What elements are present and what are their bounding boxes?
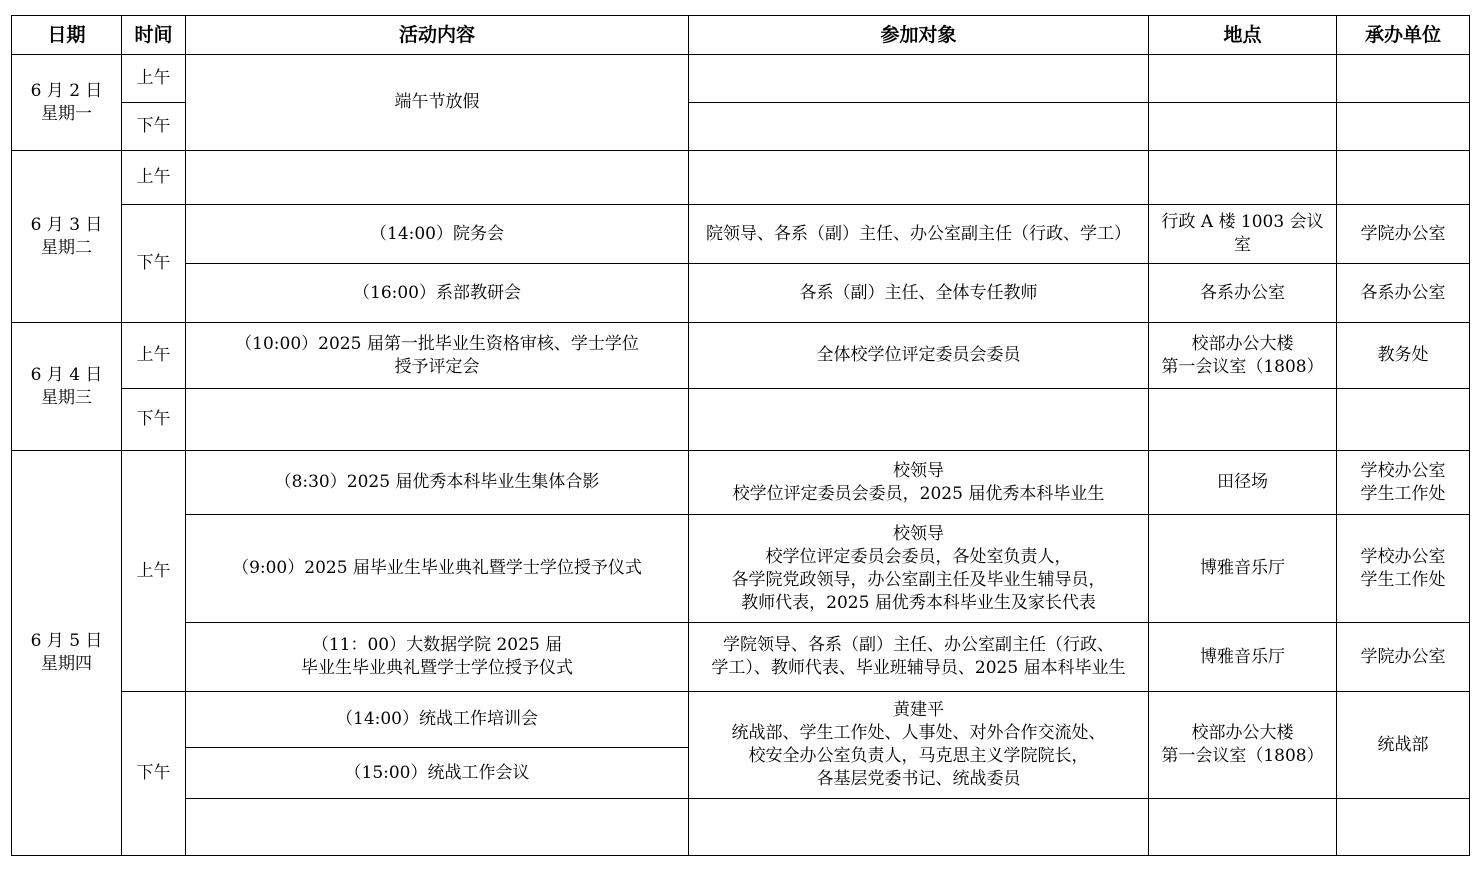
activity-line: 授予评定会 [394,356,480,377]
participants-line: 校学位评定委员会委员，2025 届优秀本科毕业生 [732,483,1105,504]
activity-line: （11：00）大数据学院 2025 届 [311,635,563,655]
organizer-cell [1337,799,1470,856]
participants-cell [689,103,1149,151]
organizer-line: 学生工作处 [1360,483,1446,504]
participants-cell: 全体校学位评定委员会委员 [689,323,1149,389]
location-cell [1149,389,1337,451]
weekday-label: 星期二 [41,237,92,258]
location-cell [1149,151,1337,205]
organizer-cell [1337,389,1470,451]
header-row [12,16,1470,55]
location-cell: 博雅音乐厅 [1149,515,1337,623]
schedule-table [11,15,1470,856]
activity-cell [186,799,689,856]
period-cell: 下午 [122,389,186,451]
date-cell [12,151,122,323]
participants-line: 学院领导、各系（副）主任、办公室副主任（行政、 [723,635,1114,655]
organizer-cell [1337,451,1470,515]
date-label: 6 月 3 日 [30,214,103,235]
header-participants: 参加对象 [689,16,1149,55]
organizer-cell [1337,103,1470,151]
organizer-cell [1337,515,1470,623]
participants-cell [689,55,1149,103]
organizer-cell [1337,151,1470,205]
table-row [12,264,1470,323]
activity-cell: （16:00）系部教研会 [186,264,689,323]
participants-line: 各基层党委书记、统战委员 [816,769,1021,789]
date-cell [12,323,122,451]
location-cell [1149,55,1337,103]
activity-cell: （8:30）2025 届优秀本科毕业生集体合影 [186,451,689,515]
weekday-label: 星期一 [41,103,92,124]
participants-cell [689,692,1149,799]
period-cell: 下午 [122,692,186,856]
activity-cell: 端午节放假 [186,55,689,151]
location-cell: 行政 A 楼 1003 会议室 [1149,205,1337,264]
participants-line: 学工）、教师代表、毕业班辅导员、2025 届本科毕业生 [711,658,1126,678]
date-label: 6 月 5 日 [30,631,103,651]
organizer-cell: 各系办公室 [1337,264,1470,323]
participants-line: 校领导 [893,523,944,544]
period-cell: 上午 [122,323,186,389]
location-line: 第一会议室（1808） [1161,746,1324,766]
participants-line: 校领导 [893,460,944,481]
table-row [12,515,1470,623]
organizer-line: 学生工作处 [1360,569,1446,590]
period-cell: 上午 [122,151,186,205]
table-row [12,451,1470,515]
table-row [12,692,1470,748]
header-organizer: 承办单位 [1337,16,1470,55]
location-cell: 各系办公室 [1149,264,1337,323]
date-cell [12,451,122,856]
location-cell [1149,103,1337,151]
activity-cell [186,151,689,205]
participants-cell [689,389,1149,451]
period-cell: 下午 [122,205,186,323]
location-cell: 田径场 [1149,451,1337,515]
participants-line: 校学位评定委员会委员，各处室负责人， [765,546,1072,567]
activity-line: 毕业生毕业典礼暨学士学位授予仪式 [301,658,573,678]
organizer-cell: 教务处 [1337,323,1470,389]
participants-line: 校安全办公室负责人，马克思主义学院院长， [748,746,1089,766]
header-time: 时间 [122,16,186,55]
header-activity: 活动内容 [186,16,689,55]
participants-cell [689,451,1149,515]
activity-cell [186,623,689,692]
table-row [12,323,1470,389]
activity-cell: （9:00）2025 届毕业生毕业典礼暨学士学位授予仪式 [186,515,689,623]
date-label: 6 月 4 日 [30,364,103,385]
table-row [12,205,1470,264]
header-date: 日期 [12,16,122,55]
table-row [12,151,1470,205]
participants-cell [689,623,1149,692]
location-line: 第一会议室（1808） [1161,356,1324,377]
header-location: 地点 [1149,16,1337,55]
organizer-cell [1337,55,1470,103]
table-row [12,389,1470,451]
participants-line: 各学院党政领导，办公室副主任及毕业生辅导员， [731,569,1106,590]
period-cell: 上午 [122,451,186,692]
participants-line: 教师代表，2025 届优秀本科毕业生及家长代表 [741,592,1096,613]
organizer-line: 学校办公室 [1360,546,1446,567]
weekday-label: 星期三 [41,387,92,408]
period-cell: 下午 [122,103,186,151]
activity-cell: （15:00）统战工作会议 [186,748,689,799]
period-cell: 上午 [122,55,186,103]
participants-cell: 各系（副）主任、全体专任教师 [689,264,1149,323]
activity-cell: （14:00）统战工作培训会 [186,692,689,748]
participants-cell [689,799,1149,856]
table-row [12,799,1470,856]
table-row [12,55,1470,103]
activity-cell: （14:00）院务会 [186,205,689,264]
organizer-cell: 学院办公室 [1337,623,1470,692]
table-row [12,623,1470,692]
location-cell: 博雅音乐厅 [1149,623,1337,692]
organizer-line: 学校办公室 [1360,460,1446,481]
organizer-cell: 学院办公室 [1337,205,1470,264]
location-cell [1149,692,1337,799]
participants-cell [689,515,1149,623]
participants-cell [689,151,1149,205]
participants-line: 黄建平 [893,700,944,720]
location-cell [1149,323,1337,389]
organizer-cell: 统战部 [1337,692,1470,799]
date-label: 6 月 2 日 [30,80,103,101]
weekday-label: 星期四 [41,654,92,674]
location-cell [1149,799,1337,856]
activity-line: （10:00）2025 届第一批毕业生资格审核、学士学位 [235,333,639,354]
date-cell [12,55,122,151]
participants-cell: 院领导、各系（副）主任、办公室副主任（行政、学工） [689,205,1149,264]
location-line: 校部办公大楼 [1191,333,1294,354]
location-line: 校部办公大楼 [1191,723,1294,743]
activity-cell [186,389,689,451]
activity-cell [186,323,689,389]
participants-line: 统战部、学生工作处、人事处、对外合作交流处、 [731,723,1106,743]
